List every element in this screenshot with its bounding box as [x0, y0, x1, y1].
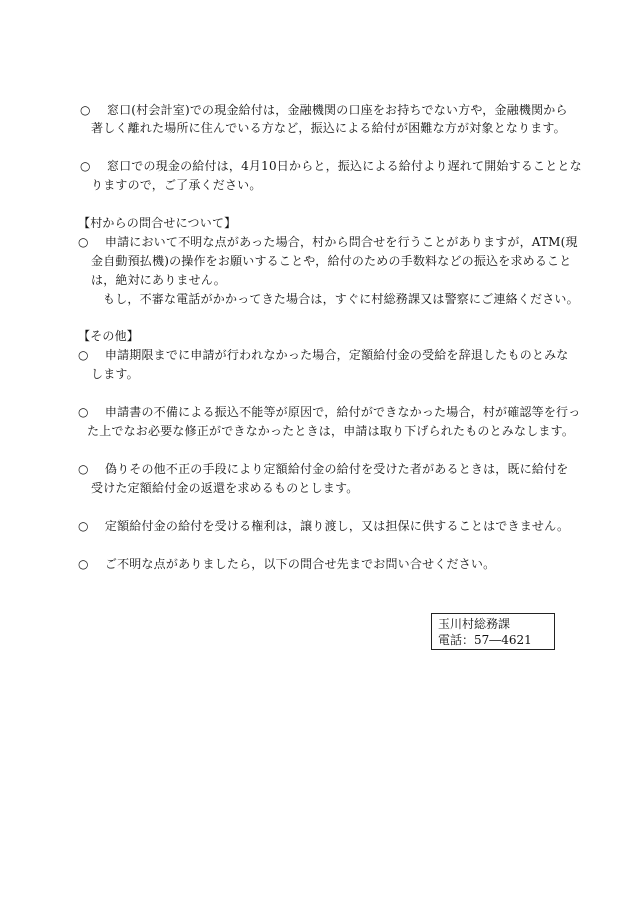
text-line: ○ 申請書の不備による振込不能等が原因で，給付ができなかった場合，村が確認等を行っ: [78, 405, 581, 419]
contact-box: [431, 613, 555, 650]
text-line: りますので，ご了承ください。: [91, 178, 262, 192]
text-line: 金自動預払機)の操作をお願いすることや，給付のための手数料などの振込を求めること: [91, 254, 572, 268]
text-line: ○ ご不明な点がありましたら，以下の問合せ先までお問い合せください。: [78, 557, 496, 571]
text-line: ○ 窓口での現金の給付は，4月10日からと，振込による給付より遅れて開始することとな: [80, 159, 582, 173]
contact-phone: 電話：57―4621: [438, 633, 532, 647]
text-line: 著しく離れた場所に住んでいる方など，振込による給付が困難な方が対象となります。: [91, 121, 566, 135]
text-line: ○ 申請期限までに申請が行われなかった場合，定額給付金の受給を辞退したものとみな: [78, 348, 569, 362]
section-heading: 【村からの問合せについて】: [78, 216, 237, 230]
contact-department: 玉川村総務課: [438, 617, 511, 631]
text-line: は，絶対にありません。: [91, 273, 226, 287]
text-line: ○ 定額給付金の給付を受ける権利は，譲り渡し，又は担保に供することはできません。: [78, 519, 570, 533]
text-line: た上でなお必要な修正ができなかったときは，申請は取り下げられたものとみなします。: [87, 424, 575, 438]
text-line: ○ 窓口(村会計室)での現金給付は，金融機関の口座をお持ちでない方や，金融機関から: [80, 103, 568, 117]
text-line: もし，不審な電話がかかってきた場合は，すぐに村総務課又は警察にご連絡ください。: [103, 292, 579, 306]
section-heading: 【その他】: [78, 329, 140, 343]
text-line: します。: [91, 367, 139, 381]
text-line: 受けた定額給付金の返還を求めるものとします。: [91, 481, 359, 495]
text-line: ○ 申請において不明な点があった場合，村から問合せを行うことがありますが，ATM(現: [78, 235, 578, 249]
text-line: ○ 偽りその他不正の手段により定額給付金の給付を受けた者があるときは，既に給付を: [78, 462, 569, 476]
